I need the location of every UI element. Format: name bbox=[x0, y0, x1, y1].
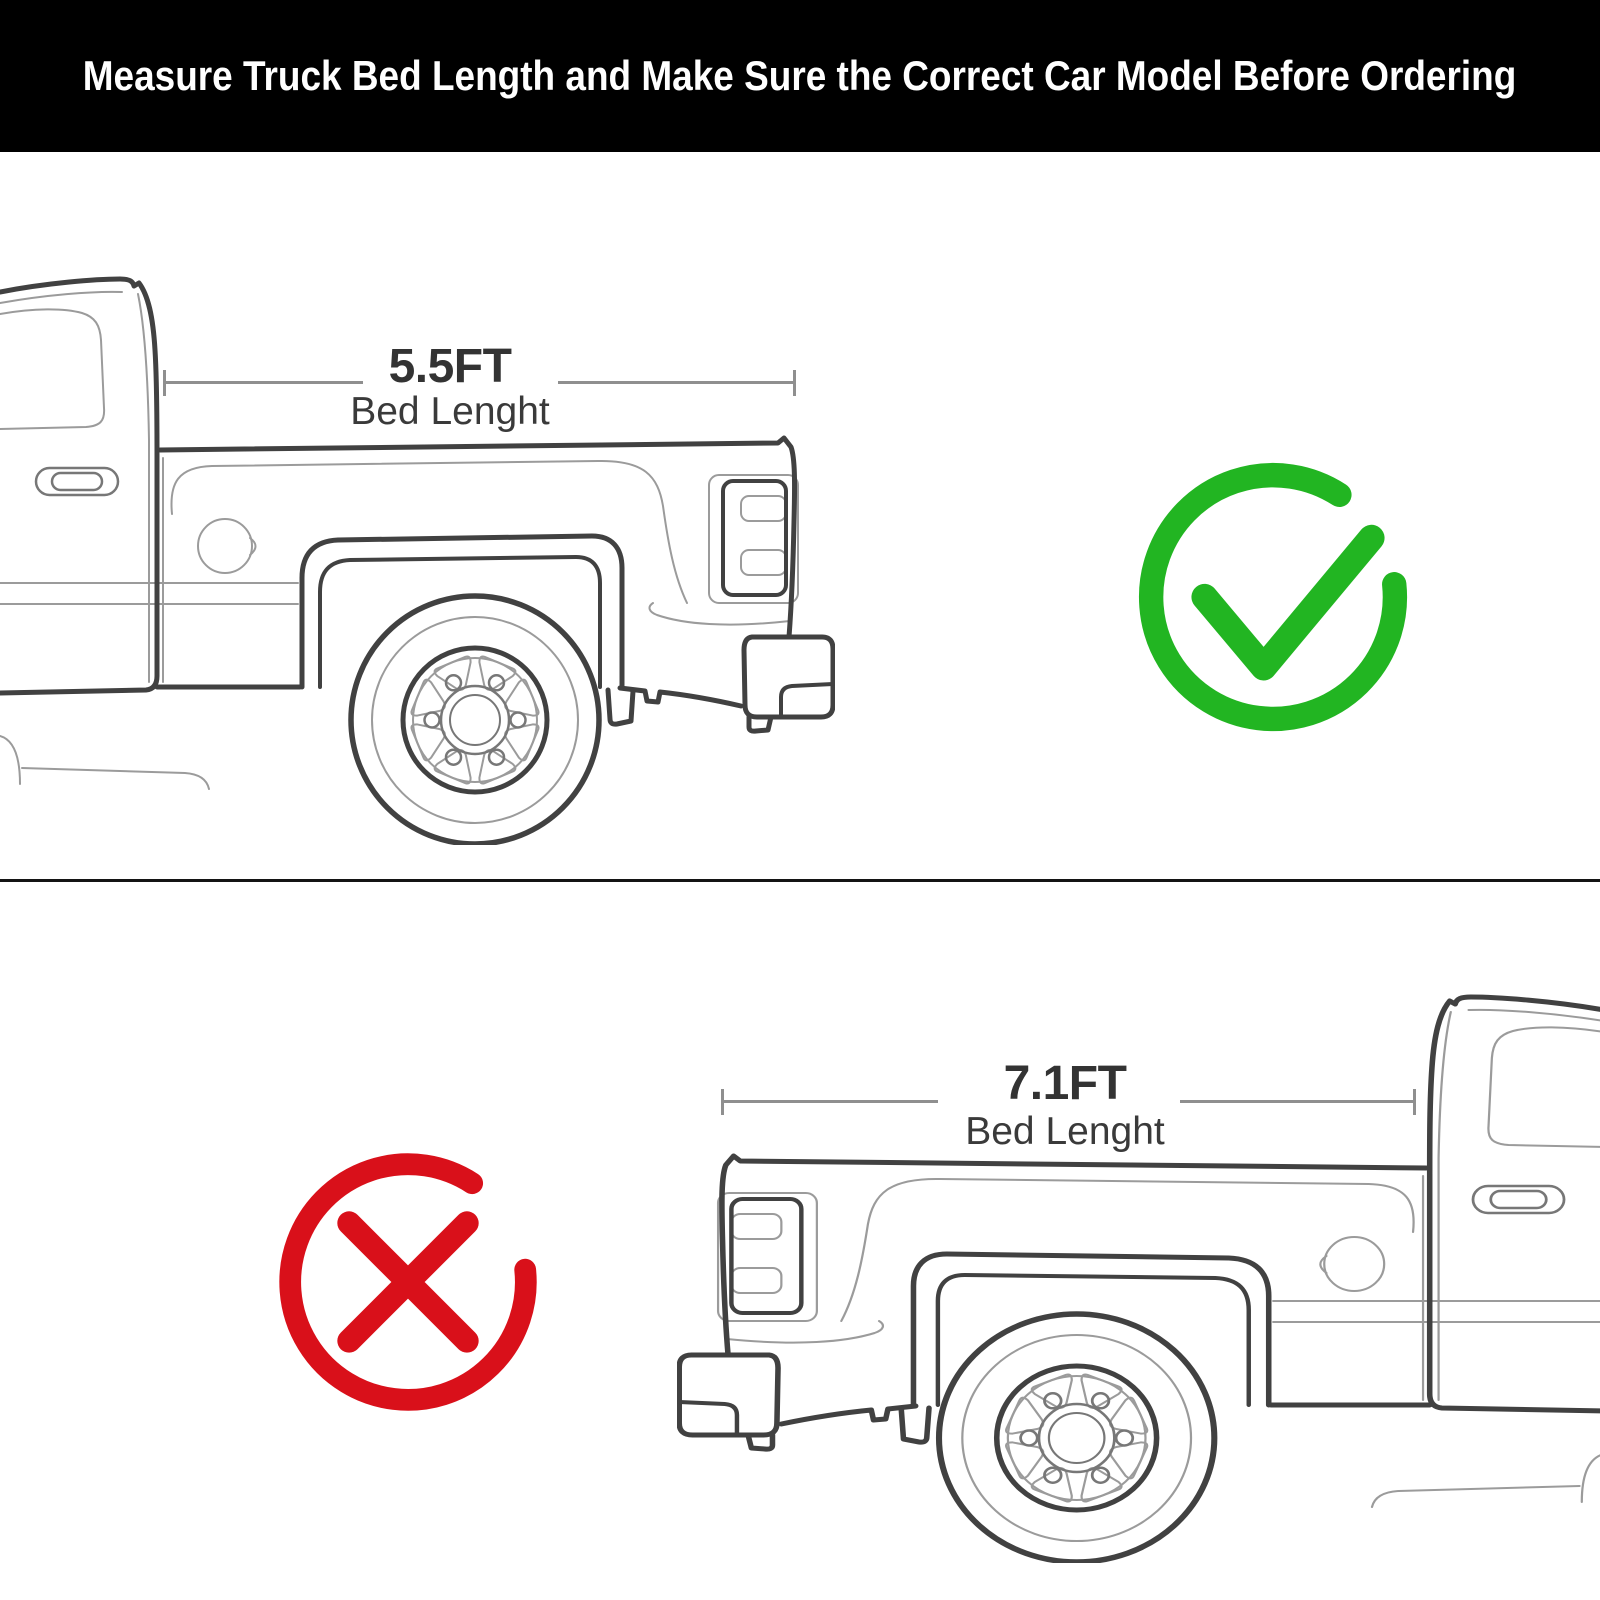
check-circle-icon bbox=[1123, 447, 1423, 747]
bed-length-value-top: 5.5FT bbox=[388, 340, 512, 393]
dimension-segment bbox=[723, 1100, 938, 1103]
header-title: Measure Truck Bed Length and Make Sure the Correct Car Model Before Ordering bbox=[83, 52, 1517, 99]
dimension-segment bbox=[1180, 1100, 1415, 1103]
cross-circle-icon bbox=[263, 1137, 553, 1427]
header-banner bbox=[0, 0, 1600, 152]
dimension-tick bbox=[793, 370, 796, 396]
bed-length-label-top: Bed Lenght bbox=[350, 390, 550, 433]
bed-length-value-bottom: 7.1FT bbox=[1003, 1057, 1127, 1110]
dimension-tick bbox=[1413, 1089, 1416, 1115]
bed-length-label-bottom: Bed Lenght bbox=[965, 1110, 1165, 1153]
section-divider bbox=[0, 879, 1600, 882]
